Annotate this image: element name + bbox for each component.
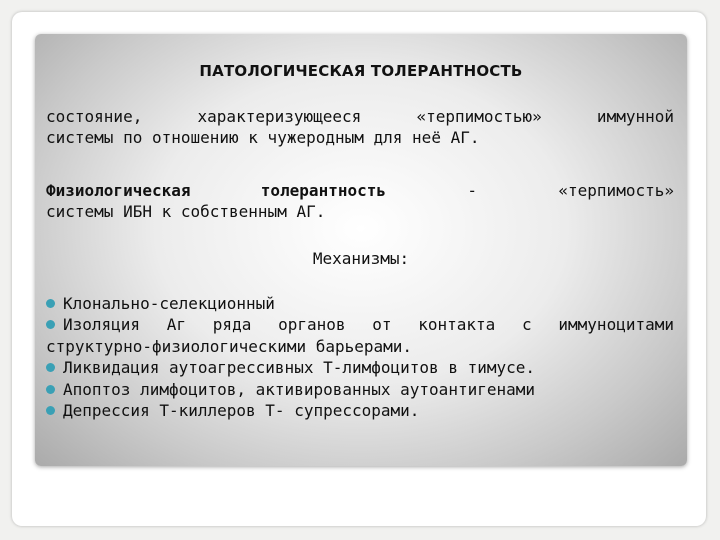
physiological-term-word1: Физиологическая xyxy=(46,181,191,200)
physiological-paragraph xyxy=(46,180,674,222)
bullet-icon xyxy=(46,299,55,308)
list-item xyxy=(46,379,674,400)
list-item-continuation: структурно-физиологическими барьерами. xyxy=(46,336,413,356)
bullet-icon xyxy=(46,406,55,415)
physiological-line-2: системы ИБН к собственным АГ. xyxy=(46,202,326,221)
list-item-text: Ликвидация аутоагрессивных Т-лимфоцитов в тимусе. xyxy=(63,358,536,378)
mechanisms-list xyxy=(46,293,674,421)
slide-title: ПАТОЛОГИЧЕСКАЯ ТОЛЕРАНТНОСТЬ xyxy=(199,62,523,80)
physiological-term xyxy=(46,180,386,201)
mechanisms-heading: Механизмы: xyxy=(312,249,410,268)
list-item-text: Апоптоз лимфоцитов, активированных аутоантигенами xyxy=(63,379,536,399)
bullet-icon xyxy=(46,363,55,372)
bullet-icon xyxy=(46,385,55,394)
list-item-text: Клонально-селекционный xyxy=(63,294,275,313)
list-item xyxy=(46,400,674,421)
definition-line-1: состояние, характеризующееся «терпимостью» иммунной xyxy=(46,107,674,126)
list-item xyxy=(46,293,674,314)
list-item xyxy=(46,314,674,335)
list-item xyxy=(46,357,674,378)
list-item-text: Изоляция Аг ряда органов от контакта с иммуноцитами xyxy=(63,315,674,335)
physiological-quote: «терпимость» xyxy=(558,181,674,200)
list-item-text: Депрессия Т-киллеров Т- супрессорами. xyxy=(63,401,420,421)
physiological-line-1 xyxy=(46,180,674,201)
bullet-icon xyxy=(46,320,55,329)
physiological-dash: - xyxy=(467,181,478,200)
content-panel xyxy=(35,34,687,466)
physiological-term-word2: толерантность xyxy=(260,181,386,200)
definition-paragraph xyxy=(46,106,674,148)
definition-line-2: системы по отношению к чужеродным для неё АГ. xyxy=(46,128,480,147)
